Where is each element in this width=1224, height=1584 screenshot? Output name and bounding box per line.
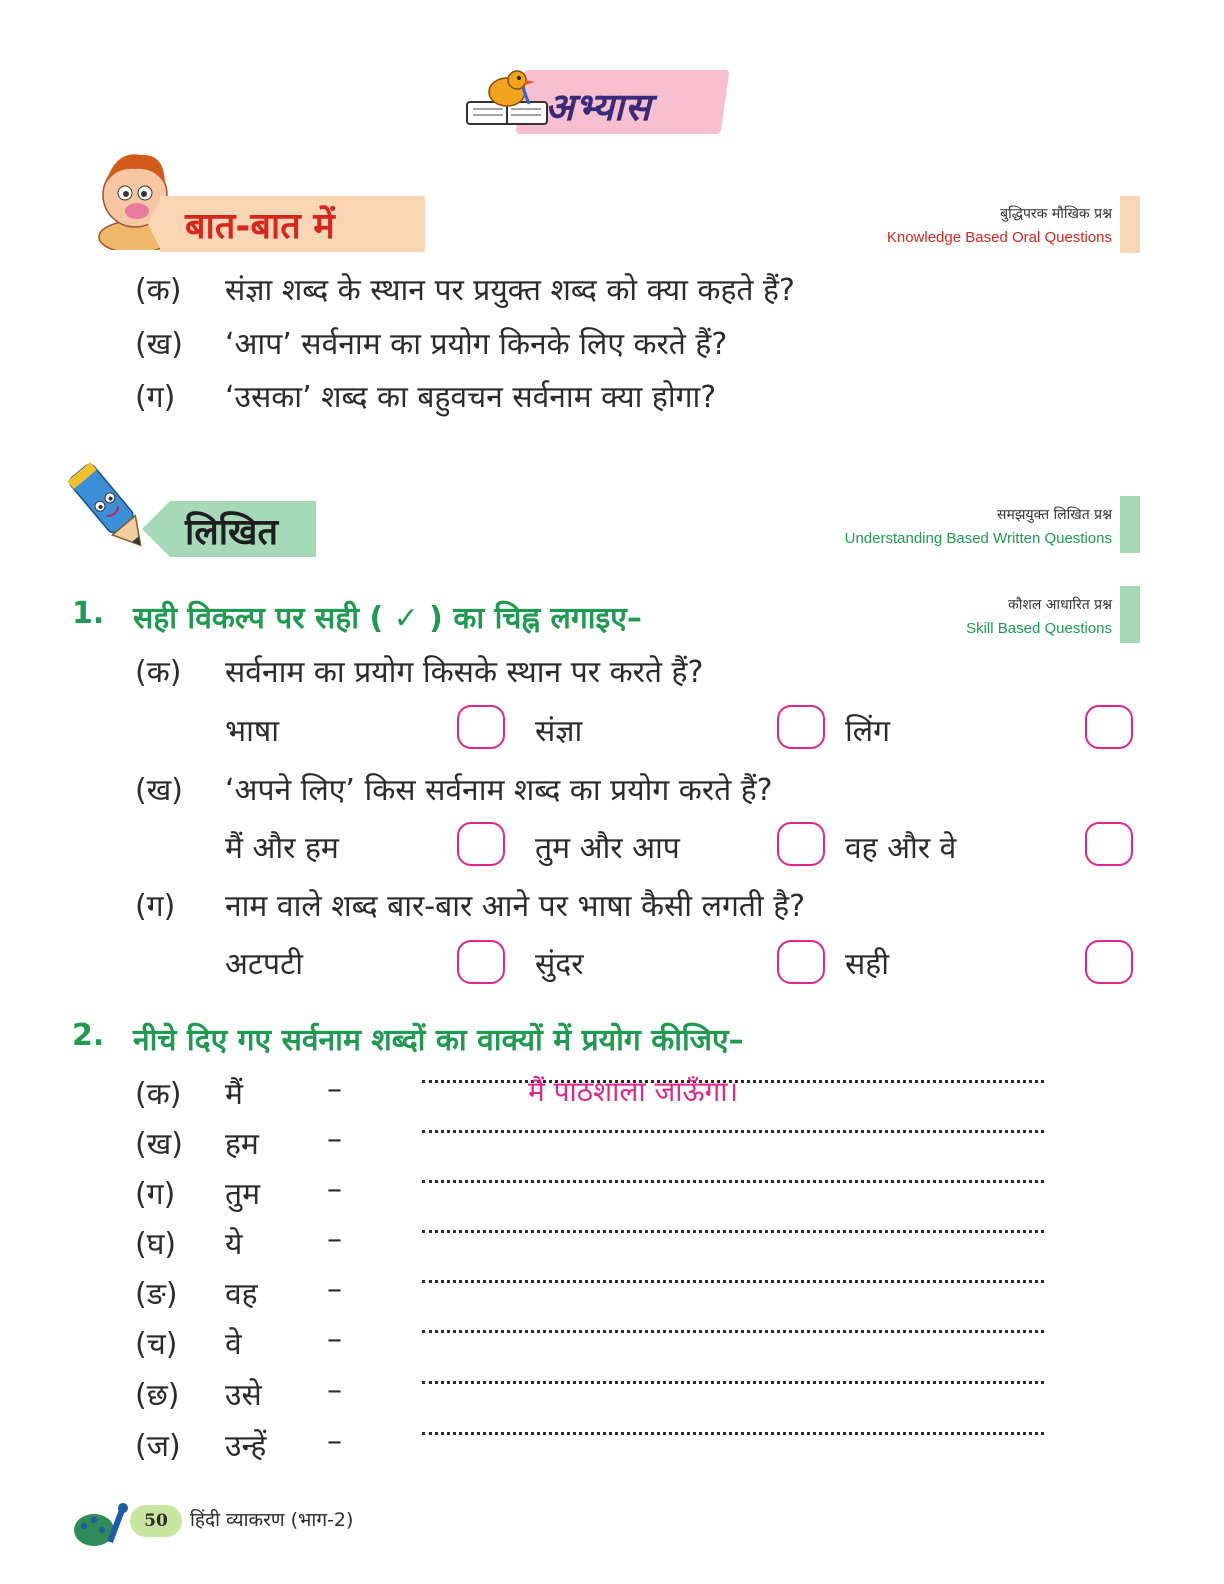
answer-line[interactable]: [422, 1432, 1044, 1435]
question-label: (ग): [135, 889, 176, 924]
option-label: सही: [845, 947, 889, 982]
option-label: भाषा: [225, 714, 279, 749]
pronoun-word: तुम: [225, 1177, 261, 1212]
question-text: संज्ञा शब्द के स्थान पर प्रयुक्त शब्द को क्या कहते हैं?: [225, 273, 795, 308]
oral-tag-bar: [1120, 196, 1140, 253]
page-title: अभ्यास: [545, 84, 652, 129]
option-checkbox[interactable]: [1085, 705, 1133, 749]
oral-tag-hindi: बुद्धिपरक मौखिक प्रश्न: [1000, 206, 1112, 222]
row-label: (क): [135, 1077, 182, 1112]
row-dash: –: [327, 1373, 342, 1408]
mcq-question: [135, 884, 805, 925]
row-label: (छ): [135, 1378, 180, 1413]
answer-line[interactable]: [422, 1130, 1044, 1133]
pronoun-word: वे: [225, 1327, 242, 1362]
book-title: हिंदी व्याकरण (भाग-2): [190, 1509, 354, 1531]
oral-tag-english: Knowledge Based Oral Questions: [886, 229, 1112, 246]
pronoun-word: उन्हें: [225, 1429, 267, 1464]
option-checkbox[interactable]: [777, 705, 825, 749]
row-dash: –: [327, 1172, 342, 1207]
option-checkbox[interactable]: [777, 940, 825, 984]
oral-question: [135, 268, 795, 309]
option-checkbox[interactable]: [1085, 822, 1133, 866]
row-label: (ङ): [135, 1277, 178, 1312]
question-label: (क): [135, 655, 182, 690]
row-dash: –: [327, 1072, 342, 1107]
answer-line[interactable]: [422, 1330, 1044, 1333]
q1-heading: सही विकल्प पर सही ( ✓ ) का चिह्न लगाइए–: [133, 601, 642, 636]
answer-line[interactable]: [422, 1230, 1044, 1233]
page-number: 50: [130, 1505, 182, 1537]
skill-tag-bar: [1120, 586, 1140, 643]
oral-section-title: बात-बात में: [185, 206, 335, 247]
row-dash: –: [327, 1272, 342, 1307]
row-label: (ग): [135, 1177, 176, 1212]
pronoun-word: हम: [225, 1127, 259, 1162]
q2-number: 2.: [72, 1018, 105, 1053]
option-checkbox[interactable]: [1085, 940, 1133, 984]
q1-number: 1.: [72, 596, 105, 631]
written-tag-english: Understanding Based Written Questions: [844, 530, 1112, 547]
option-label: वह और वे: [845, 831, 957, 866]
question-text: ‘उसका’ शब्द का बहुवचन सर्वनाम क्या होगा?: [225, 380, 717, 415]
row-label: (ख): [135, 1127, 183, 1162]
written-tag-hindi: समझयुक्त लिखित प्रश्न: [997, 507, 1112, 523]
question-text: सर्वनाम का प्रयोग किसके स्थान पर करते हैं?: [225, 655, 704, 690]
written-tag-bar: [1120, 496, 1140, 553]
row-label: (ज): [135, 1429, 181, 1464]
question-text: नाम वाले शब्द बार-बार आने पर भाषा कैसी लगती है?: [225, 889, 806, 924]
row-dash: –: [327, 1424, 342, 1459]
pronoun-word: वह: [225, 1277, 258, 1312]
option-label: अटपटी: [225, 947, 303, 982]
mcq-question: [135, 650, 703, 691]
row-dash: –: [327, 1322, 342, 1357]
oral-tag: [887, 204, 1112, 246]
option-checkbox[interactable]: [777, 822, 825, 866]
option-label: मैं और हम: [225, 831, 339, 866]
pronoun-word: मैं: [225, 1077, 243, 1112]
pronoun-word: उसे: [225, 1378, 262, 1413]
option-checkbox[interactable]: [457, 705, 505, 749]
row-label: (च): [135, 1327, 178, 1362]
bird-reading-icon: [455, 68, 555, 130]
question-text: ‘अपने लिए’ किस सर्वनाम शब्द का प्रयोग करते हैं?: [225, 773, 773, 808]
answer-line[interactable]: [422, 1180, 1044, 1183]
row-label: (घ): [135, 1227, 177, 1262]
written-tag: [845, 505, 1112, 547]
skill-tag-english: Skill Based Questions: [966, 620, 1112, 637]
skill-tag: [966, 595, 1112, 637]
question-text: ‘आप’ सर्वनाम का प्रयोग किनके लिए करते हैं?: [225, 327, 728, 362]
option-label: सुंदर: [535, 947, 584, 982]
option-label: तुम और आप: [535, 831, 680, 866]
oral-question: [135, 322, 727, 363]
option-label: लिंग: [845, 714, 890, 749]
option-checkbox[interactable]: [457, 940, 505, 984]
q2-heading: नीचे दिए गए सर्वनाम शब्दों का वाक्यों में प्रयोग कीजिए–: [133, 1023, 744, 1058]
pronoun-word: ये: [225, 1227, 243, 1262]
oral-question: [135, 375, 716, 416]
question-label: (ख): [135, 327, 183, 362]
peacock-icon: [72, 1496, 132, 1548]
option-checkbox[interactable]: [457, 822, 505, 866]
question-label: (ग): [135, 380, 176, 415]
option-label: संज्ञा: [535, 714, 583, 749]
question-label: (क): [135, 273, 182, 308]
row-dash: –: [327, 1222, 342, 1257]
mcq-question: [135, 768, 773, 809]
answer-line[interactable]: [422, 1280, 1044, 1283]
answer-line[interactable]: [422, 1381, 1044, 1384]
row-dash: –: [327, 1122, 342, 1157]
question-label: (ख): [135, 773, 183, 808]
skill-tag-hindi: कौशल आधारित प्रश्न: [1007, 597, 1112, 613]
example-answer: मैं पाठशाला जाऊँगा।: [528, 1075, 739, 1108]
written-section-pointer: [142, 501, 170, 557]
written-section-title: लिखित: [185, 512, 279, 553]
